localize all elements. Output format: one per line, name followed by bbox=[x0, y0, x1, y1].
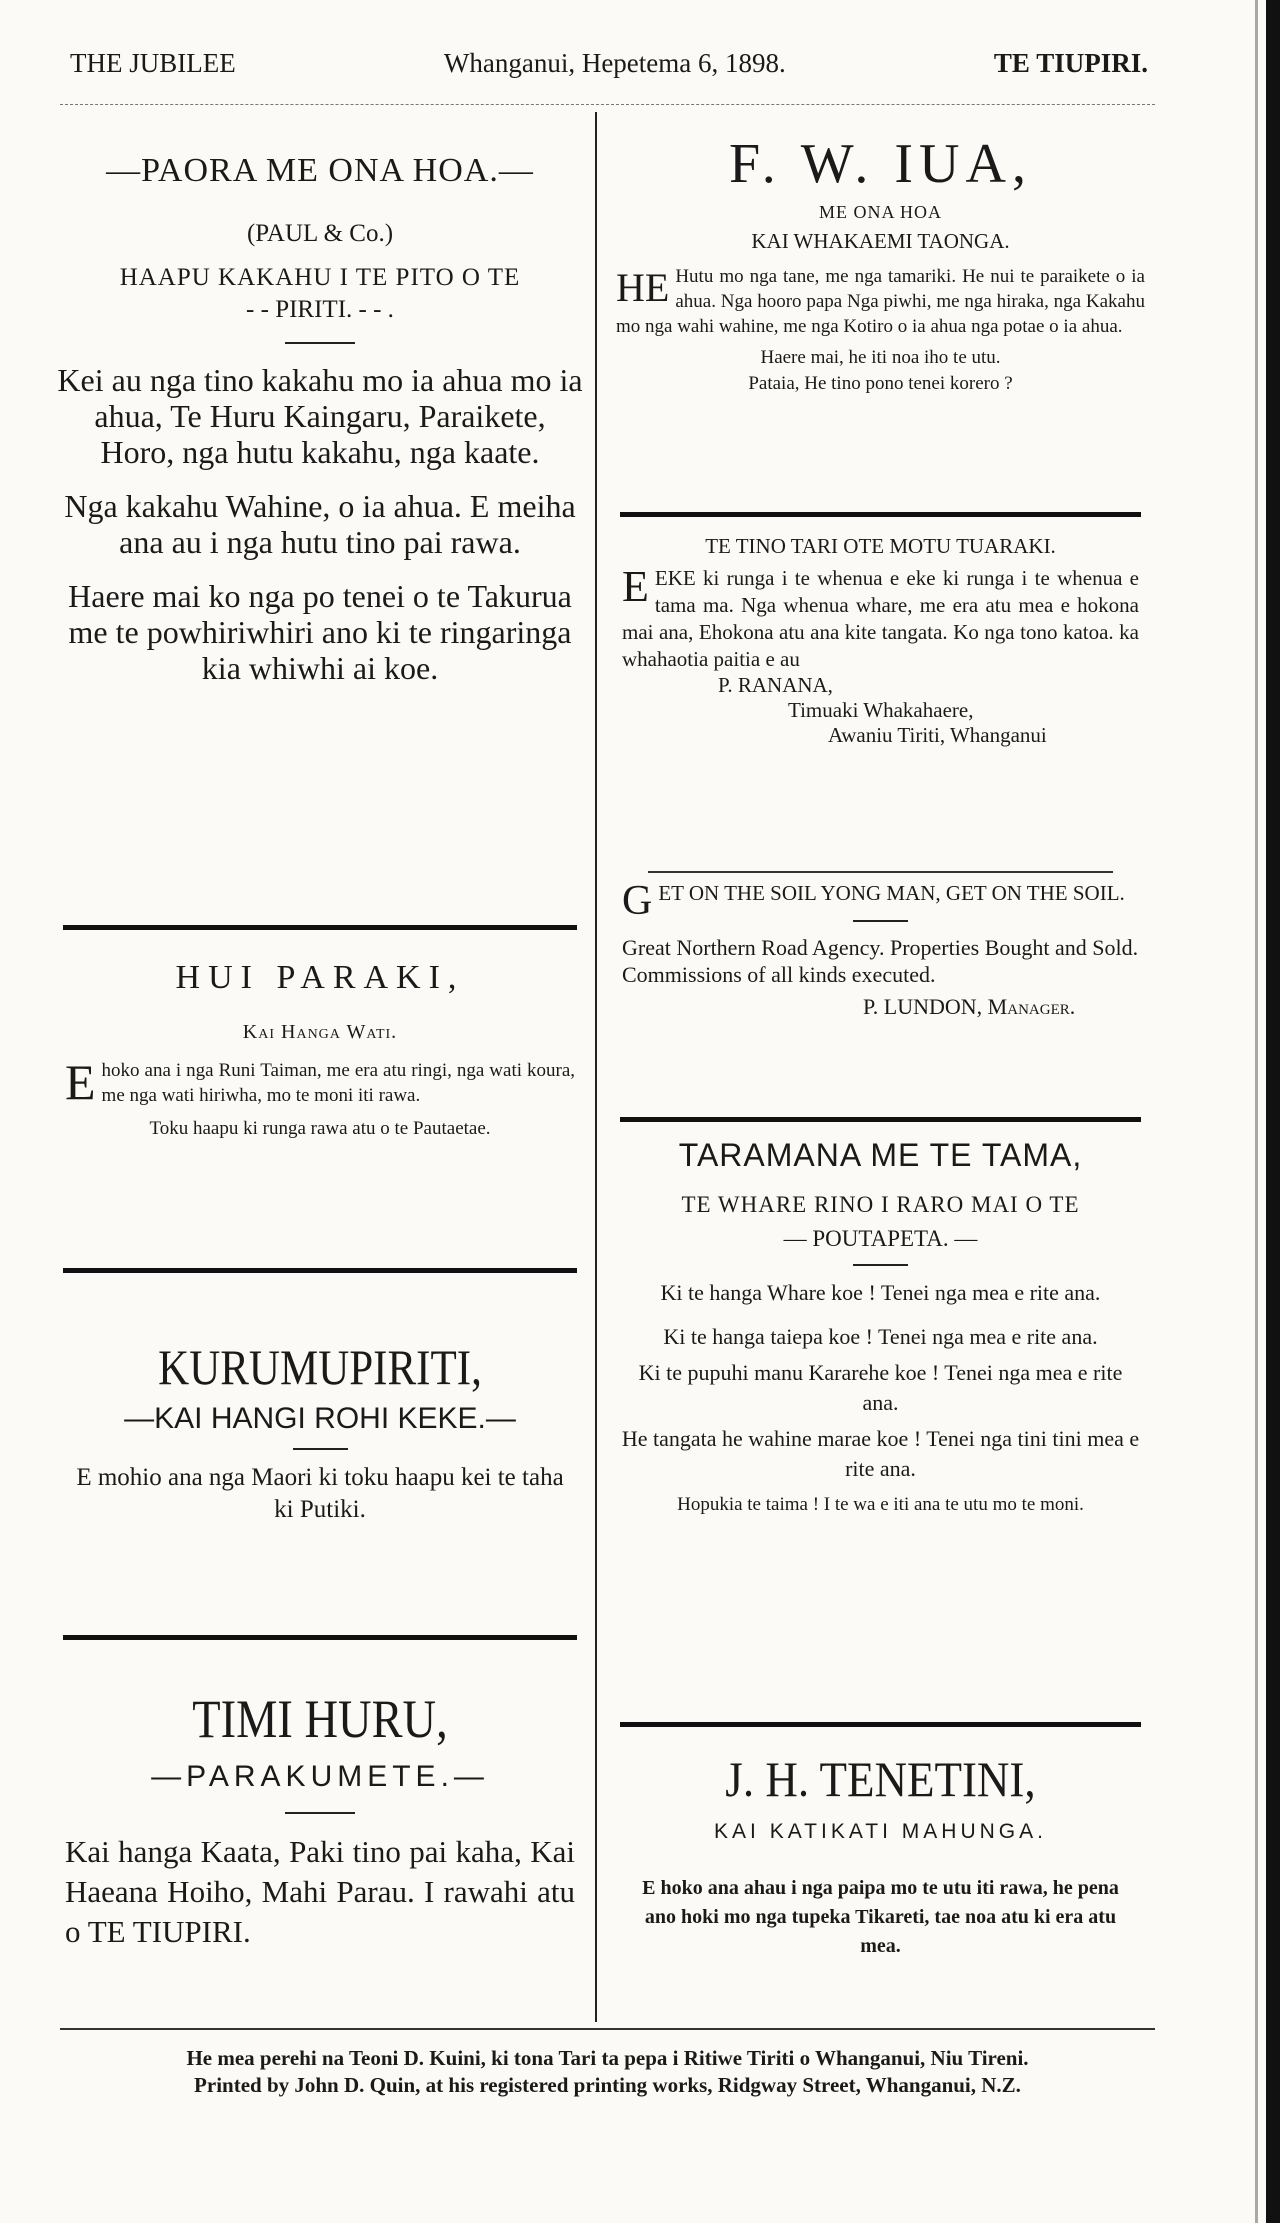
ad-taramana-l1: Ki te hanga Whare koe ! Tenei nga mea e rite ana. bbox=[660, 1280, 1101, 1305]
ad-hui-title: HUI PARAKI, bbox=[175, 959, 465, 996]
ad-kurumu-title: KURUMUPIRITI, bbox=[158, 1339, 482, 1395]
ad-iua-title: F. W. IUA, bbox=[729, 133, 1032, 195]
ad-paora-p3: Haere mai ko nga po tenei o te Takurua me te powhiriwhiri ano ki te ringaringa kia whiwhi ai koe. bbox=[68, 578, 572, 686]
ad-iua-body: Hutu mo nga tane, me nga tamariki. He nui te paraikete o ia ahua. Nga hooro papa Nga piwhi, me nga hiraka, nga Kakahu mo nga wahi wahine, me nga Kotiro o ia ahua nga potae o ia ahua. bbox=[616, 266, 1145, 337]
imprint bbox=[60, 2045, 1155, 2099]
ad-paora-p1: Kei au nga tino kakahu mo ia ahua mo ia ahua, Te Huru Kaingaru, Paraikete, Horo, nga hutu kakahu, nga kaate. bbox=[57, 362, 583, 470]
ad-taramana-l3: Ki te pupuhi manu Kararehe koe ! Tenei nga mea e rite ana. bbox=[638, 1360, 1123, 1415]
ad-timi-sub: —PARAKUMETE.— bbox=[151, 1760, 489, 1793]
section-rule bbox=[63, 1635, 577, 1640]
ad-soil bbox=[608, 880, 1153, 1020]
dropcap: HE bbox=[616, 265, 670, 310]
ad-kurumu-sub: —KAI HANGI ROHI KEKE.— bbox=[124, 1402, 516, 1435]
masthead-right: TE TIUPIRI. bbox=[993, 48, 1148, 78]
section-rule bbox=[620, 512, 1141, 517]
ad-iua-l2: Haere mai, he iti noa iho te utu. bbox=[760, 347, 1001, 368]
ad-paora-p2: Nga kakahu Wahine, o ia ahua. E meiha ana au i nga hutu tino pai rawa. bbox=[64, 488, 576, 560]
page-edge-line bbox=[1255, 0, 1258, 2223]
section-rule bbox=[63, 1268, 577, 1273]
ad-taramana-l5: Hopukia te taima ! I te wa e iti ana te utu mo te moni. bbox=[677, 1494, 1084, 1515]
ad-tenetini-title: J. H. TENETINI, bbox=[725, 1751, 1036, 1807]
ad-iua-l3: Pataia, He tino pono tenei korero ? bbox=[748, 373, 1013, 394]
ad-taramana bbox=[608, 1137, 1153, 1518]
divider bbox=[285, 1812, 355, 1814]
ad-tari-body: EKE ki runga i te whenua e eke ki runga i te whenua e tama ma. Nga whenua whare, me era atu mea e hokona mai ana, Ehokona atu ana kite tangata. Ko nga tono katoa. ka whahaotia paitia e au bbox=[622, 566, 1139, 671]
ad-tenetini-body: E hoko ana ahau i nga paipa mo te utu iti rawa, he pena ano hoki mo nga tupeka Tikareti, tae noa atu ki era atu mea. bbox=[642, 1877, 1119, 1957]
footer-rule bbox=[60, 2028, 1155, 2030]
ad-soil-body: Great Northern Road Agency. Properties Bought and Sold. Commissions of all kinds executed. bbox=[622, 935, 1139, 987]
column-divider bbox=[595, 112, 597, 2022]
ad-soil-title: ET ON THE SOIL YONG MAN, GET ON THE SOIL. bbox=[658, 881, 1125, 905]
divider bbox=[293, 1448, 348, 1450]
ad-tenetini bbox=[608, 1752, 1153, 1961]
ad-timi-body: Kai hanga Kaata, Paki tino pai kaha, Kai Haeana Hoiho, Mahi Parau. I rawahi atu o TE TIUPIRI. bbox=[65, 1834, 575, 1949]
ad-timi-title: TIMI HURU, bbox=[192, 1689, 448, 1749]
ad-taramana-l4: He tangata he wahine marae koe ! Tenei nga tini tini mea e rite ana. bbox=[621, 1426, 1140, 1481]
ad-paora-sub: (PAUL & Co.) bbox=[246, 220, 394, 247]
imprint-maori: He mea perehi na Teoni D. Kuini, ki tona Tari ta pepa i Ritiwe Tiriti o Whanganui, Niu Tireni. bbox=[186, 2046, 1029, 2070]
imprint-english: Printed by John D. Quin, at his registered printing works, Ridgway Street, Whanganui, N.Z. bbox=[194, 2073, 1021, 2097]
section-rule bbox=[620, 1117, 1141, 1122]
masthead-rule bbox=[60, 104, 1155, 105]
divider bbox=[853, 920, 908, 922]
masthead-left: THE JUBILEE bbox=[70, 48, 236, 78]
section-rule bbox=[648, 871, 1113, 873]
ad-tari-title: TE TINO TARI OTE MOTU TUARAKI. bbox=[705, 534, 1056, 558]
ad-timi bbox=[55, 1690, 585, 1952]
ad-tari-t1: Timuaki Whakahaere, bbox=[788, 698, 974, 722]
ad-paora bbox=[55, 152, 585, 686]
ad-paora-title: —PAORA ME ONA HOA.— bbox=[106, 152, 534, 189]
ad-kurumu-body: E mohio ana nga Maori ki toku haapu kei te taha ki Putiki. bbox=[76, 1464, 564, 1523]
ad-taramana-sub2: — POUTAPETA. — bbox=[783, 1226, 978, 1251]
divider bbox=[853, 1264, 908, 1266]
ad-tari bbox=[608, 534, 1153, 748]
ad-taramana-l2: Ki te hanga taiepa koe ! Tenei nga mea e rite ana. bbox=[663, 1324, 1098, 1349]
ad-taramana-sub1: TE WHARE RINO I RARO MAI O TE bbox=[681, 1192, 1080, 1217]
ad-kurumu bbox=[55, 1340, 585, 1526]
divider bbox=[285, 342, 355, 344]
section-rule bbox=[620, 1722, 1141, 1727]
page-edge-shadow bbox=[1266, 0, 1280, 2223]
ad-iua bbox=[608, 134, 1153, 395]
ad-taramana-title: TARAMANA ME TE TAMA, bbox=[678, 1137, 1083, 1173]
ad-iua-sub1: ME ONA HOA bbox=[818, 202, 942, 222]
ad-soil-mgr: P. LUNDON, Manager. bbox=[863, 994, 1076, 1019]
masthead bbox=[70, 48, 1148, 88]
ad-hui-sub: Kai Hanga Wati. bbox=[242, 1021, 398, 1043]
ad-iua-sub2: KAI WHAKAEMI TAONGA. bbox=[751, 229, 1010, 253]
ad-hui-body: hoko ana i nga Runi Taiman, me era atu ringi, nga wati koura, me nga wati hiriwha, mo te moni iti rawa. bbox=[101, 1060, 575, 1106]
ad-hui-last: Toku haapu ki runga rawa atu o te Pautaetae. bbox=[149, 1118, 491, 1139]
ad-tenetini-sub: KAI KATIKATI MAHUNGA. bbox=[714, 1820, 1047, 1843]
ad-hui bbox=[55, 959, 585, 1140]
dropcap: G bbox=[622, 878, 653, 924]
ad-tari-t2: Awaniu Tiriti, Whanganui bbox=[828, 723, 1047, 747]
dropcap: E bbox=[65, 1054, 96, 1110]
masthead-date: Whanganui, Hepetema 6, 1898. bbox=[443, 48, 786, 78]
section-rule bbox=[63, 925, 577, 930]
dropcap: E bbox=[622, 562, 649, 611]
ad-paora-loc1: HAAPU KAKAHU I TE PITO O TE bbox=[119, 264, 521, 291]
ad-tari-name: P. RANANA, bbox=[718, 673, 833, 697]
ad-paora-loc2: - - PIRITI. - - . bbox=[246, 296, 394, 323]
